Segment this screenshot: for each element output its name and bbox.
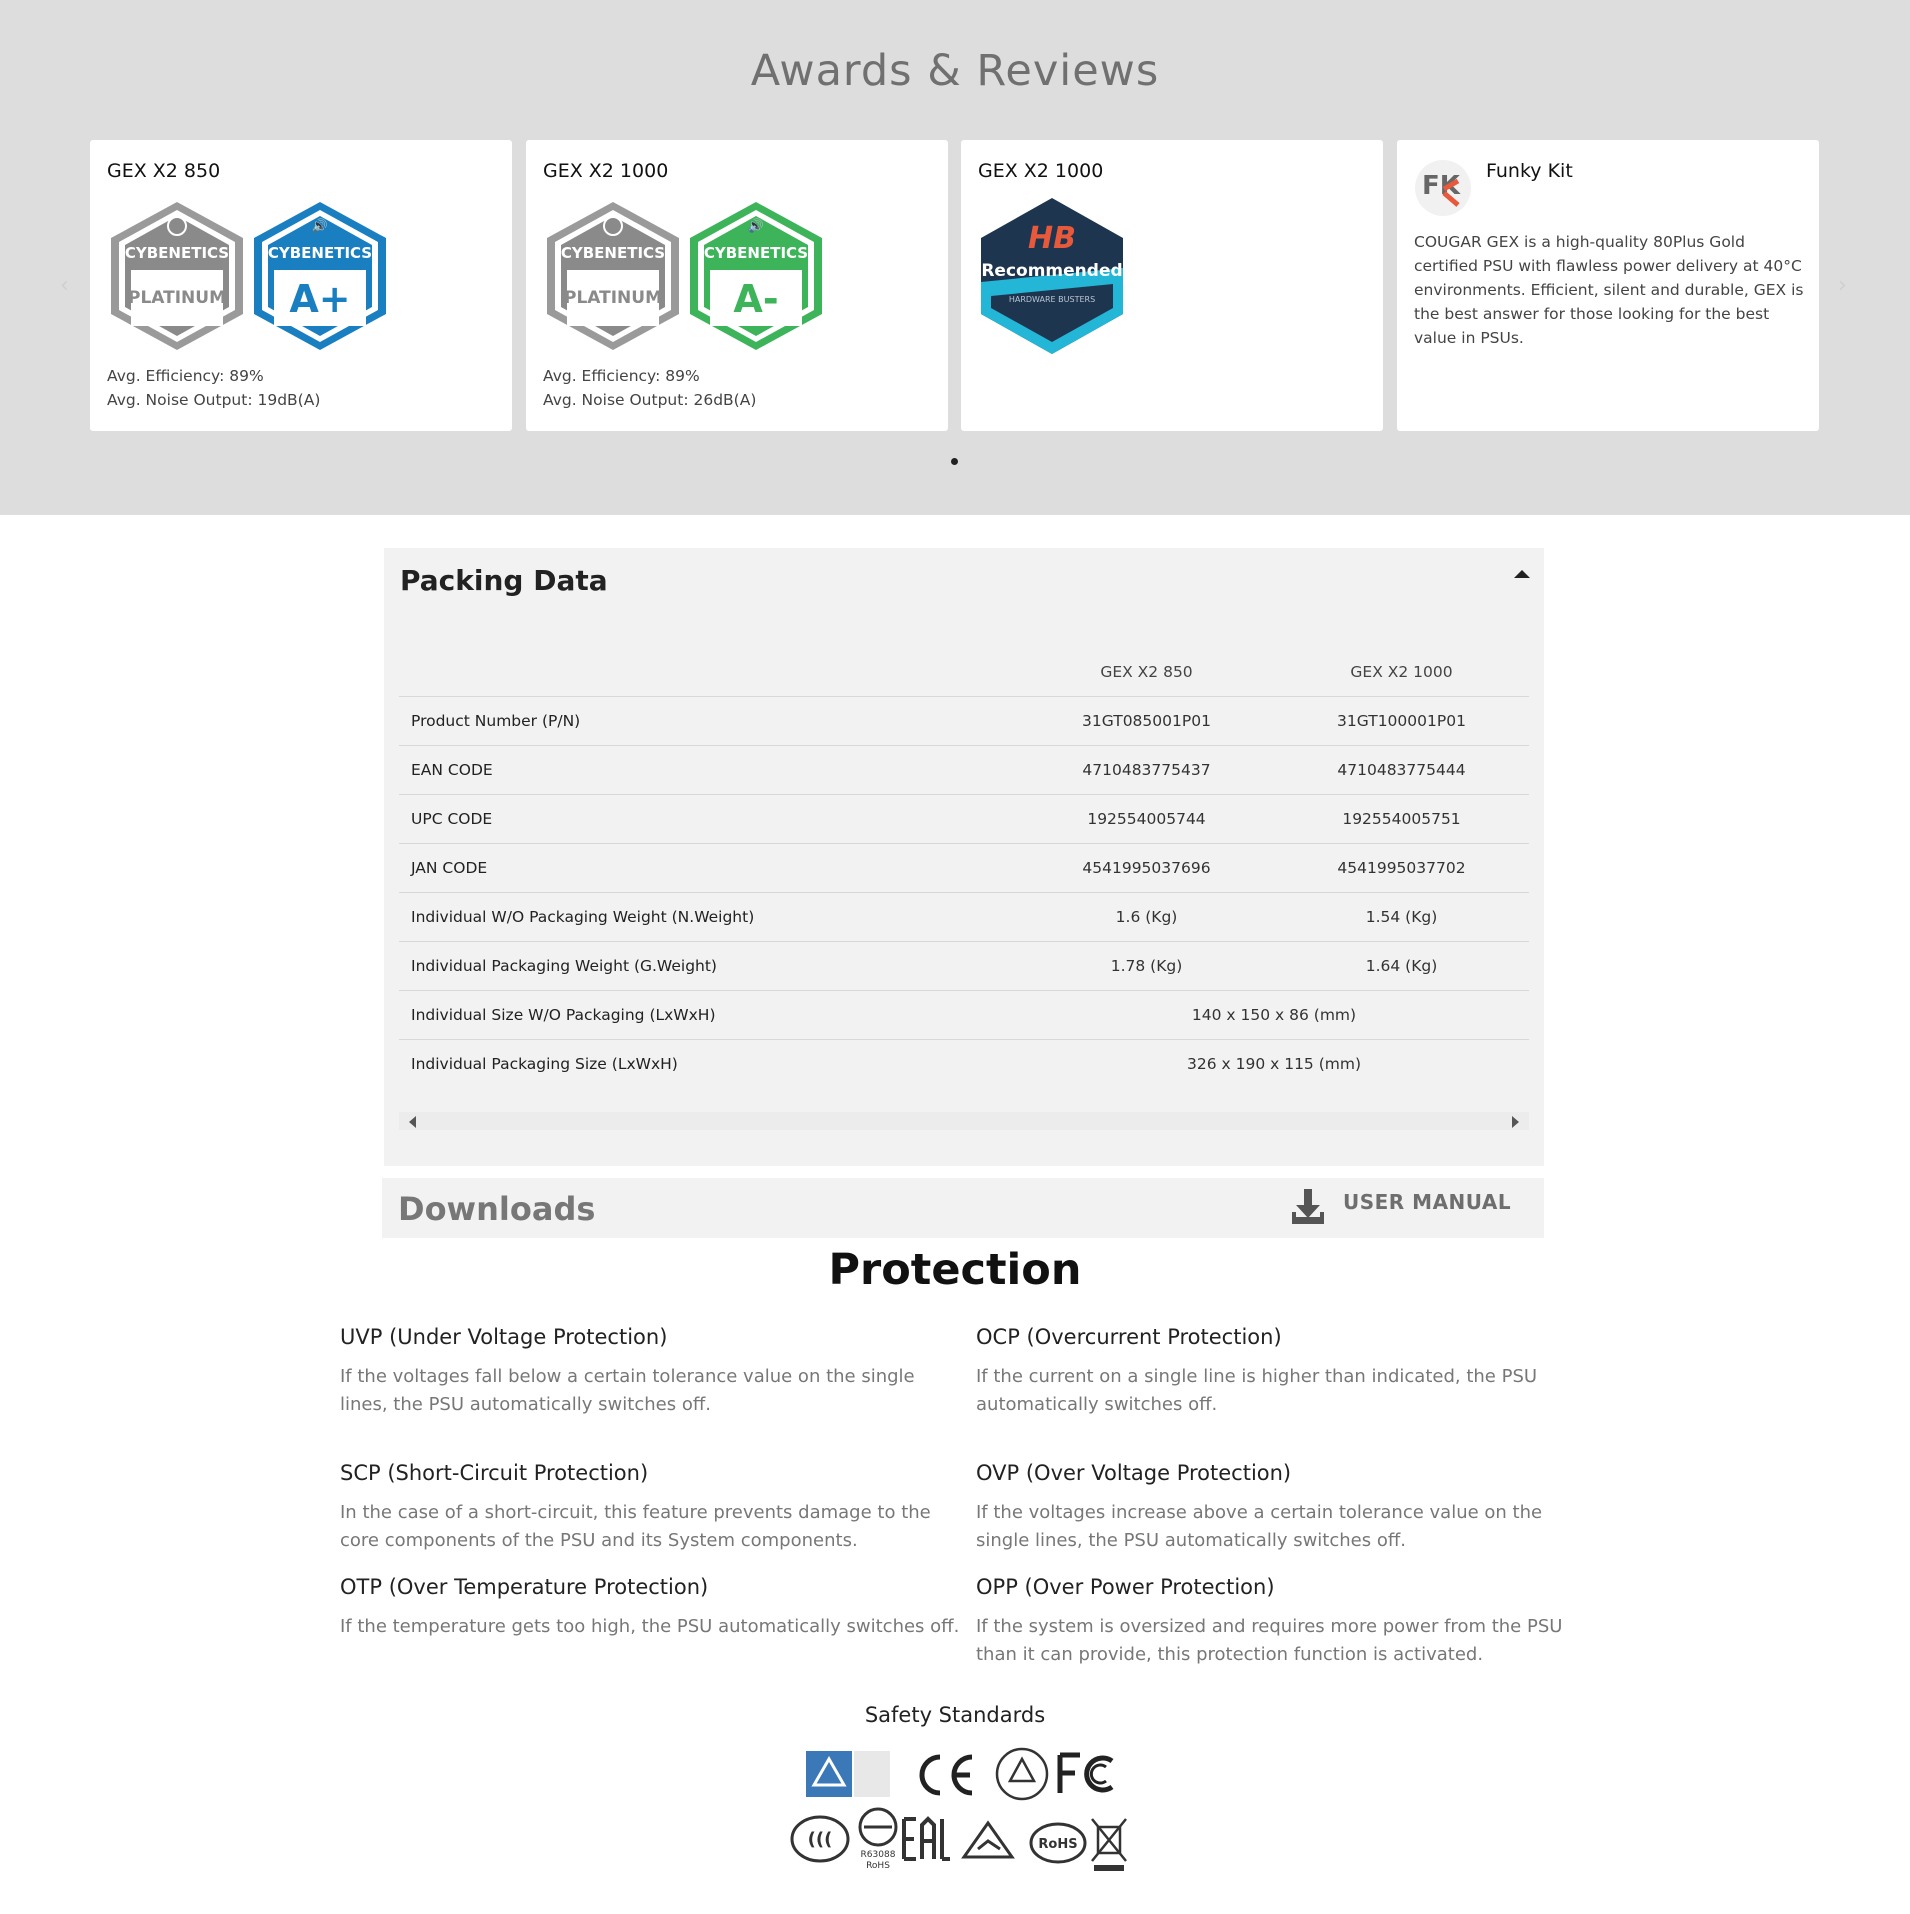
table-row — [399, 745, 1529, 794]
cell-value: 1.6 (Kg) — [1019, 892, 1274, 941]
protection-heading: OCP (Overcurrent Protection) — [976, 1325, 1282, 1349]
scroll-right-icon[interactable] — [1512, 1116, 1519, 1128]
cell-value: 4541995037696 — [1019, 843, 1274, 892]
svg-text:RoHS: RoHS — [1038, 1837, 1078, 1852]
svg-text:CYBENETICS: CYBENETICS — [124, 244, 230, 262]
cell-value: 192554005744 — [1019, 794, 1274, 843]
table-row — [399, 990, 1529, 1039]
cell-value: 192554005751 — [1274, 794, 1529, 843]
protection-item-uvp — [340, 1325, 960, 1419]
award-noise: Avg. Noise Output: 19dB(A) — [107, 391, 321, 409]
svg-text:CYBENETICS: CYBENETICS — [703, 244, 809, 262]
svg-text:PLATINUM: PLATINUM — [564, 288, 662, 308]
svg-text:CYBENETICS: CYBENETICS — [267, 244, 373, 262]
tuv-nord-icon — [997, 1749, 1047, 1799]
ccc-mark-icon — [792, 1817, 848, 1861]
hardware-busters-recommended-badge — [977, 196, 1127, 356]
user-manual-link[interactable]: USER MANUAL — [1343, 1190, 1512, 1214]
horizontal-scrollbar[interactable] — [399, 1112, 1529, 1130]
downloads-panel — [382, 1178, 1544, 1238]
cybenetics-a-minus-badge — [686, 200, 826, 352]
table-row — [399, 843, 1529, 892]
protection-item-scp — [340, 1461, 960, 1555]
cell-value: 4710483775444 — [1274, 745, 1529, 794]
cybenetics-platinum-badge — [107, 200, 247, 352]
row-label: Individual W/O Packaging Weight (N.Weight) — [399, 892, 1019, 941]
protection-description: In the case of a short-circuit, this feature prevents damage to the core components of the PSU and its System components. — [340, 1502, 931, 1551]
table-header — [399, 648, 1019, 696]
safety-standards-logos — [790, 1745, 1130, 1880]
protection-heading: OPP (Over Power Protection) — [976, 1575, 1275, 1599]
row-label: Individual Packaging Size (LxWxH) — [399, 1039, 1019, 1088]
row-label: Product Number (P/N) — [399, 696, 1019, 745]
protection-heading: SCP (Short-Circuit Protection) — [340, 1461, 649, 1485]
award-card-3[interactable] — [961, 140, 1383, 431]
svg-text:RoHS: RoHS — [866, 1861, 890, 1871]
protection-item-ocp — [976, 1325, 1596, 1419]
cell-value: 31GT085001P01 — [1019, 696, 1274, 745]
carousel-dot[interactable] — [951, 458, 958, 465]
protection-heading: OVP (Over Voltage Protection) — [976, 1461, 1292, 1485]
eac-mark-icon — [904, 1819, 950, 1859]
award-noise: Avg. Noise Output: 26dB(A) — [543, 391, 757, 409]
award-efficiency: Avg. Efficiency: 89% — [107, 367, 264, 385]
table-header: GEX X2 850 — [1100, 662, 1193, 681]
award-card-1[interactable] — [90, 140, 512, 431]
svg-text:(((: ((( — [807, 1829, 833, 1850]
cell-value: 31GT100001P01 — [1274, 696, 1529, 745]
packing-data-panel — [384, 548, 1544, 1166]
downloads-title[interactable]: Downloads — [398, 1190, 596, 1228]
protection-description: If the current on a single line is higher than indicated, the PSU automatically switches off. — [976, 1366, 1538, 1415]
protection-description: If the voltages fall below a certain tolerance value on the single lines, the PSU automatically switches off. — [340, 1366, 915, 1415]
tuv-rohs-icon — [860, 1809, 896, 1871]
protection-title: Protection — [828, 1245, 1082, 1295]
row-label: JAN CODE — [399, 843, 1019, 892]
svg-text:A-: A- — [733, 277, 779, 321]
cell-value: 1.54 (Kg) — [1274, 892, 1529, 941]
svg-text:R63088: R63088 — [860, 1850, 896, 1860]
svg-text:CYBENETICS: CYBENETICS — [560, 244, 666, 262]
protection-description: If the system is oversized and requires more power from the PSU than it can provide, this protection function is activated. — [976, 1616, 1563, 1665]
rohs-mark-icon — [1031, 1824, 1085, 1862]
row-label: Individual Size W/O Packaging (LxWxH) — [399, 990, 1019, 1039]
protection-item-ovp — [976, 1461, 1596, 1555]
svg-text:A+: A+ — [289, 277, 351, 321]
protection-heading: OTP (Over Temperature Protection) — [340, 1575, 709, 1599]
award-card-title: GEX X2 850 — [107, 160, 221, 182]
svg-text:PLATINUM: PLATINUM — [128, 288, 226, 308]
table-row — [399, 892, 1529, 941]
row-label: EAN CODE — [399, 745, 1019, 794]
svg-text:🔊: 🔊 — [311, 219, 329, 234]
packing-data-table — [399, 648, 1529, 1088]
awards-title: Awards & Reviews — [750, 46, 1160, 96]
download-icon[interactable] — [1288, 1187, 1328, 1227]
cybenetics-a-plus-badge — [250, 200, 390, 352]
award-efficiency: Avg. Efficiency: 89% — [543, 367, 700, 385]
protection-item-opp — [976, 1575, 1576, 1669]
row-label: UPC CODE — [399, 794, 1019, 843]
safety-standards-title: Safety Standards — [864, 1703, 1046, 1727]
table-header-row — [399, 648, 1529, 696]
review-quote: COUGAR GEX is a high-quality 80Plus Gold certified PSU with flawless power delivery at 40°C environments. Efficient, silent and durable, GEX is the best answer for those looking for the best value in PSUs. — [1414, 233, 1804, 347]
award-card-2[interactable] — [526, 140, 948, 431]
carousel-prev-icon[interactable]: ‹ — [60, 273, 69, 298]
ce-mark-icon — [922, 1757, 972, 1793]
rcm-mark-icon — [964, 1823, 1012, 1857]
table-row — [399, 696, 1529, 745]
collapse-caret-icon[interactable] — [1514, 570, 1530, 578]
award-card-title: Funky Kit — [1486, 160, 1573, 182]
fcc-icon — [1060, 1755, 1112, 1793]
packing-data-title[interactable]: Packing Data — [400, 564, 608, 597]
cell-value: 140 x 150 x 86 (mm) — [1019, 990, 1529, 1039]
cybenetics-platinum-badge — [543, 200, 683, 352]
svg-text:HB: HB — [1028, 221, 1076, 256]
award-card-title: GEX X2 1000 — [978, 160, 1104, 182]
table-header: GEX X2 1000 — [1350, 662, 1453, 681]
svg-text:Recommended: Recommended — [981, 261, 1123, 281]
protection-item-otp — [340, 1575, 960, 1641]
svg-text:🔊: 🔊 — [747, 219, 765, 234]
scroll-left-icon[interactable] — [409, 1116, 416, 1128]
svg-text:FK: FK — [1422, 171, 1460, 201]
table-row — [399, 941, 1529, 990]
tuv-certified-icon — [806, 1751, 890, 1797]
table-row — [399, 1039, 1529, 1088]
table-row — [399, 794, 1529, 843]
award-card-title: GEX X2 1000 — [543, 160, 669, 182]
protection-description: If the voltages increase above a certain tolerance value on the single lines, the PSU automatically switches off. — [976, 1502, 1543, 1551]
cell-value: 1.64 (Kg) — [1274, 941, 1529, 990]
funky-kit-logo — [1414, 159, 1472, 217]
awards-section — [0, 0, 1910, 515]
protection-description: If the temperature gets too high, the PSU automatically switches off. — [340, 1616, 960, 1637]
carousel-next-icon[interactable]: › — [1838, 273, 1847, 298]
protection-heading: UVP (Under Voltage Protection) — [340, 1325, 668, 1349]
cell-value: 1.78 (Kg) — [1019, 941, 1274, 990]
cell-value: 326 x 190 x 115 (mm) — [1019, 1039, 1529, 1088]
weee-bin-icon — [1092, 1819, 1126, 1871]
cell-value: 4710483775437 — [1019, 745, 1274, 794]
award-card-4[interactable] — [1397, 140, 1819, 431]
svg-text:HARDWARE BUSTERS: HARDWARE BUSTERS — [1008, 295, 1096, 304]
row-label: Individual Packaging Weight (G.Weight) — [399, 941, 1019, 990]
cell-value: 4541995037702 — [1274, 843, 1529, 892]
